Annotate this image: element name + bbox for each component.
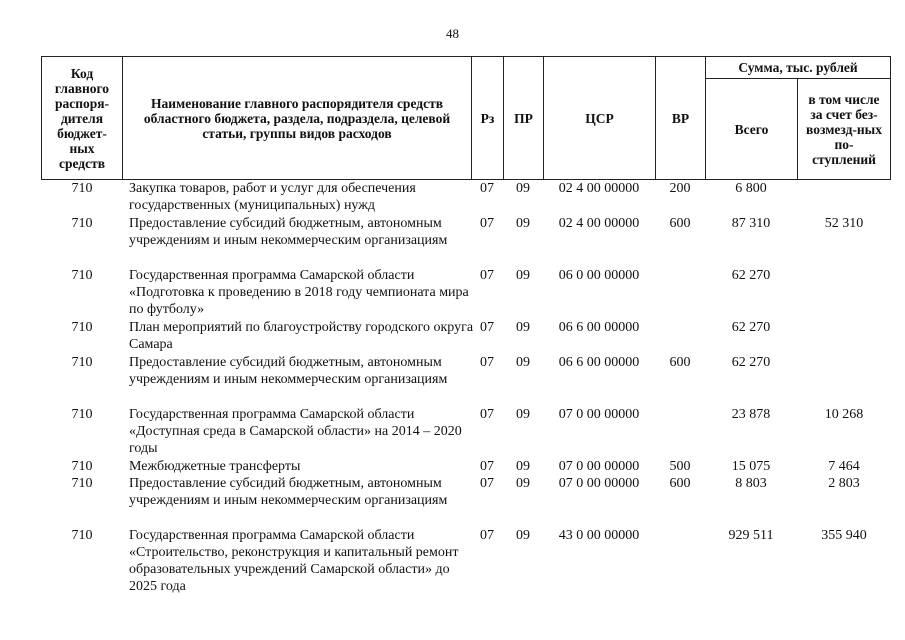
cell-free: 355 940 — [821, 528, 867, 543]
cell-csr: 02 4 00 00000 — [558, 181, 640, 196]
cell-vr: 600 — [669, 216, 691, 231]
cell-csr: 06 6 00 00000 — [558, 355, 640, 370]
cell-rz: 07 — [480, 268, 494, 283]
cell-name: Предоставление субсидий бюджетным, автономным учреждениям и иным некоммерческим организациям — [129, 476, 448, 508]
cell-free: 52 310 — [824, 216, 864, 231]
cell-total: 62 270 — [731, 268, 771, 283]
cell-total: 6 800 — [735, 181, 767, 196]
cell-pr: 09 — [516, 476, 530, 491]
cell-free: 2 803 — [828, 476, 860, 491]
cell-rz: 07 — [480, 320, 494, 335]
cell-csr: 07 0 00 00000 — [558, 476, 640, 491]
cell-csr: 07 0 00 00000 — [558, 459, 640, 474]
cell-rz: 07 — [480, 476, 494, 491]
header-sum: Сумма, тыс. рублей — [705, 56, 891, 79]
cell-name: Предоставление субсидий бюджетным, автономным учреждениям и иным некоммерческим организациям — [129, 355, 448, 387]
cell-code: 710 — [71, 528, 93, 543]
cell-rz: 07 — [480, 181, 494, 196]
cell-pr: 09 — [516, 216, 530, 231]
cell-name: План мероприятий по благоустройству городского округа Самара — [129, 320, 474, 352]
cell-vr: 600 — [669, 355, 691, 370]
cell-name: Государственная программа Самарской области «Подготовка к проведению в 2018 году чемпионата мира по футболу» — [129, 268, 469, 317]
cell-name: Государственная программа Самарской области «Строительство, реконструкция и капитальный ремонт образовательных учреждений Самарской области» до 2025 года — [129, 528, 459, 594]
cell-csr: 43 0 00 00000 — [558, 528, 640, 543]
cell-rz: 07 — [480, 459, 494, 474]
cell-pr: 09 — [516, 459, 530, 474]
cell-name: Предоставление субсидий бюджетным, автономным учреждениям и иным некоммерческим организациям — [129, 216, 448, 248]
header-pr: ПР — [503, 56, 544, 180]
cell-pr: 09 — [516, 355, 530, 370]
cell-pr: 09 — [516, 181, 530, 196]
cell-total: 87 310 — [731, 216, 771, 231]
cell-rz: 07 — [480, 528, 494, 543]
cell-code: 710 — [71, 181, 93, 196]
cell-rz: 07 — [480, 355, 494, 370]
cell-code: 710 — [71, 216, 93, 231]
cell-pr: 09 — [516, 528, 530, 543]
cell-total: 15 075 — [731, 459, 771, 474]
page-number: 48 — [446, 26, 459, 41]
cell-pr: 09 — [516, 407, 530, 422]
cell-vr: 600 — [669, 476, 691, 491]
header-name: Наименование главного распорядителя средств областного бюджета, раздела, подраздела, целевой статьи, группы видов расходов — [122, 56, 472, 180]
cell-vr: 500 — [669, 459, 691, 474]
cell-code: 710 — [71, 268, 93, 283]
cell-rz: 07 — [480, 407, 494, 422]
cell-code: 710 — [71, 320, 93, 335]
cell-code: 710 — [71, 355, 93, 370]
header-code: Код главного распоря-дителя бюджет-ных средств — [41, 56, 123, 180]
cell-total: 23 878 — [731, 407, 771, 422]
cell-name: Закупка товаров, работ и услуг для обеспечения государственных (муниципальных) нужд — [129, 181, 416, 213]
cell-total: 929 511 — [728, 528, 774, 543]
cell-rz: 07 — [480, 216, 494, 231]
cell-pr: 09 — [516, 268, 530, 283]
header-free: в том числе за счет без-возмезд-ных по-ступлений — [797, 78, 891, 180]
cell-code: 710 — [71, 459, 93, 474]
table-header — [41, 56, 891, 180]
cell-vr: 200 — [669, 181, 691, 196]
cell-pr: 09 — [516, 320, 530, 335]
cell-csr: 06 6 00 00000 — [558, 320, 640, 335]
cell-name: Межбюджетные трансферты — [129, 459, 301, 474]
header-vr: ВР — [655, 56, 706, 180]
header-rz: Рз — [471, 56, 504, 180]
cell-code: 710 — [71, 476, 93, 491]
header-csr: ЦСР — [543, 56, 656, 180]
cell-free: 10 268 — [824, 407, 864, 422]
cell-total: 62 270 — [731, 355, 771, 370]
cell-csr: 02 4 00 00000 — [558, 216, 640, 231]
cell-code: 710 — [71, 407, 93, 422]
cell-csr: 07 0 00 00000 — [558, 407, 640, 422]
cell-free: 7 464 — [828, 459, 860, 474]
cell-total: 8 803 — [735, 476, 767, 491]
cell-name: Государственная программа Самарской области «Доступная среда в Самарской области» на 2014 – 2020 годы — [129, 407, 462, 456]
cell-csr: 06 0 00 00000 — [558, 268, 640, 283]
header-total: Всего — [705, 78, 798, 180]
cell-total: 62 270 — [731, 320, 771, 335]
